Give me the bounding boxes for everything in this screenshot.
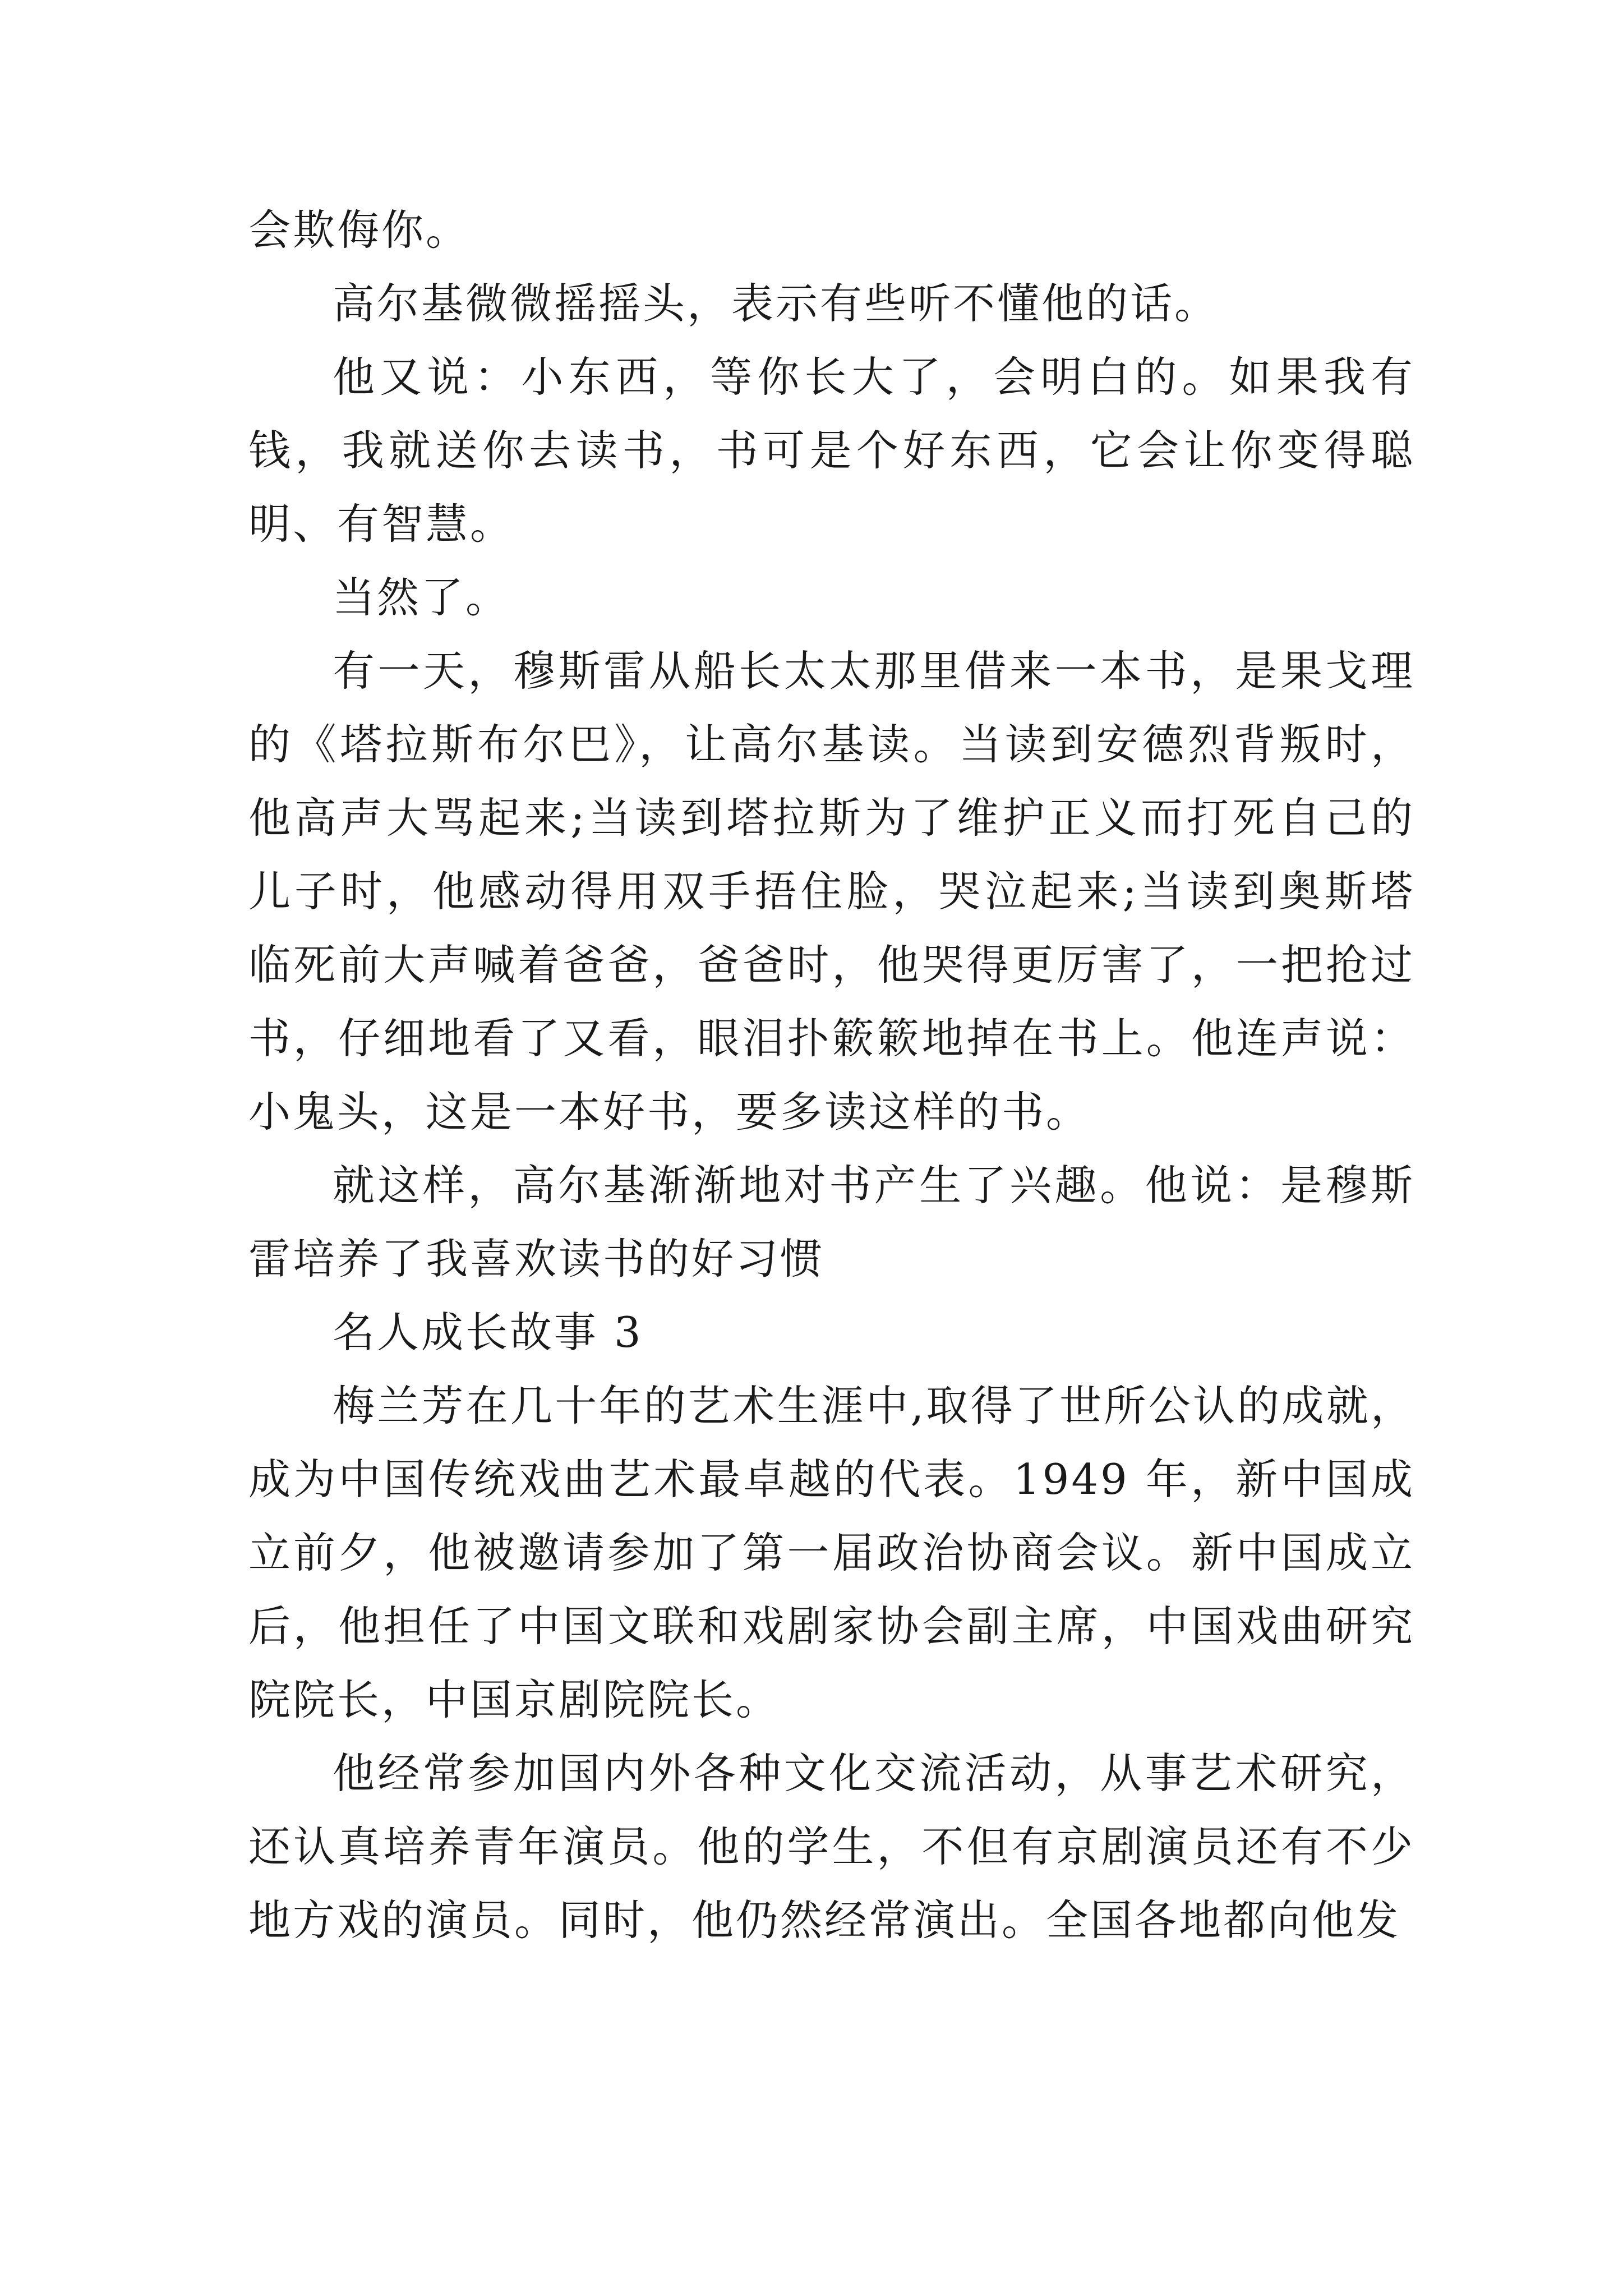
paragraph: 他经常参加国内外各种文化交流活动，从事艺术研究，还认真培养青年演员。他的学生，不但有京剧演员还有不少地方戏的演员。同时，他仍然经常演出。全国各地都向他发 (248, 1749, 1415, 1945)
document-body (248, 194, 1415, 1957)
paragraph: 有一天，穆斯雷从船长太太那里借来一本书，是果戈理的《塔拉斯布尔巴》，让高尔基读。当读到安德烈背叛时，他高声大骂起来;当读到塔拉斯为了维护正义而打死自己的儿子时，他感动得用双手捂住脸，哭泣起来;当读到奥斯塔临死前大声喊着爸爸，爸爸时，他哭得更厉害了，一把抢过书，仔细地看了又看，眼泪扑簌簌地掉在书上。他连声说：小鬼头，这是一本好书，要多读这样的书。 (248, 646, 1415, 1137)
paragraph: 他又说：小东西，等你长大了，会明白的。如果我有钱，我就送你去读书，书可是个好东西，它会让你变得聪明、有智慧。 (248, 352, 1415, 549)
paragraph: 高尔基微微摇摇头，表示有些听不懂他的话。 (333, 279, 1219, 328)
paragraph: 就这样，高尔基渐渐地对书产生了兴趣。他说：是穆斯雷培养了我喜欢读书的好习惯 (248, 1161, 1415, 1283)
section-heading: 名人成长故事 3 (333, 1308, 643, 1357)
paragraph: 梅兰芳在几十年的艺术生涯中,取得了世所公认的成就，成为中国传统戏曲艺术最卓越的代表。1949 年，新中国成立前夕，他被邀请参加了第一届政治协商会议。新中国成立后，他担任了中国文联和戏剧家协会副主席，中国戏曲研究院院长，中国京剧院院长。 (248, 1381, 1415, 1724)
paragraph-continuation: 会欺侮你。 (248, 205, 471, 255)
paragraph: 当然了。 (333, 573, 510, 622)
